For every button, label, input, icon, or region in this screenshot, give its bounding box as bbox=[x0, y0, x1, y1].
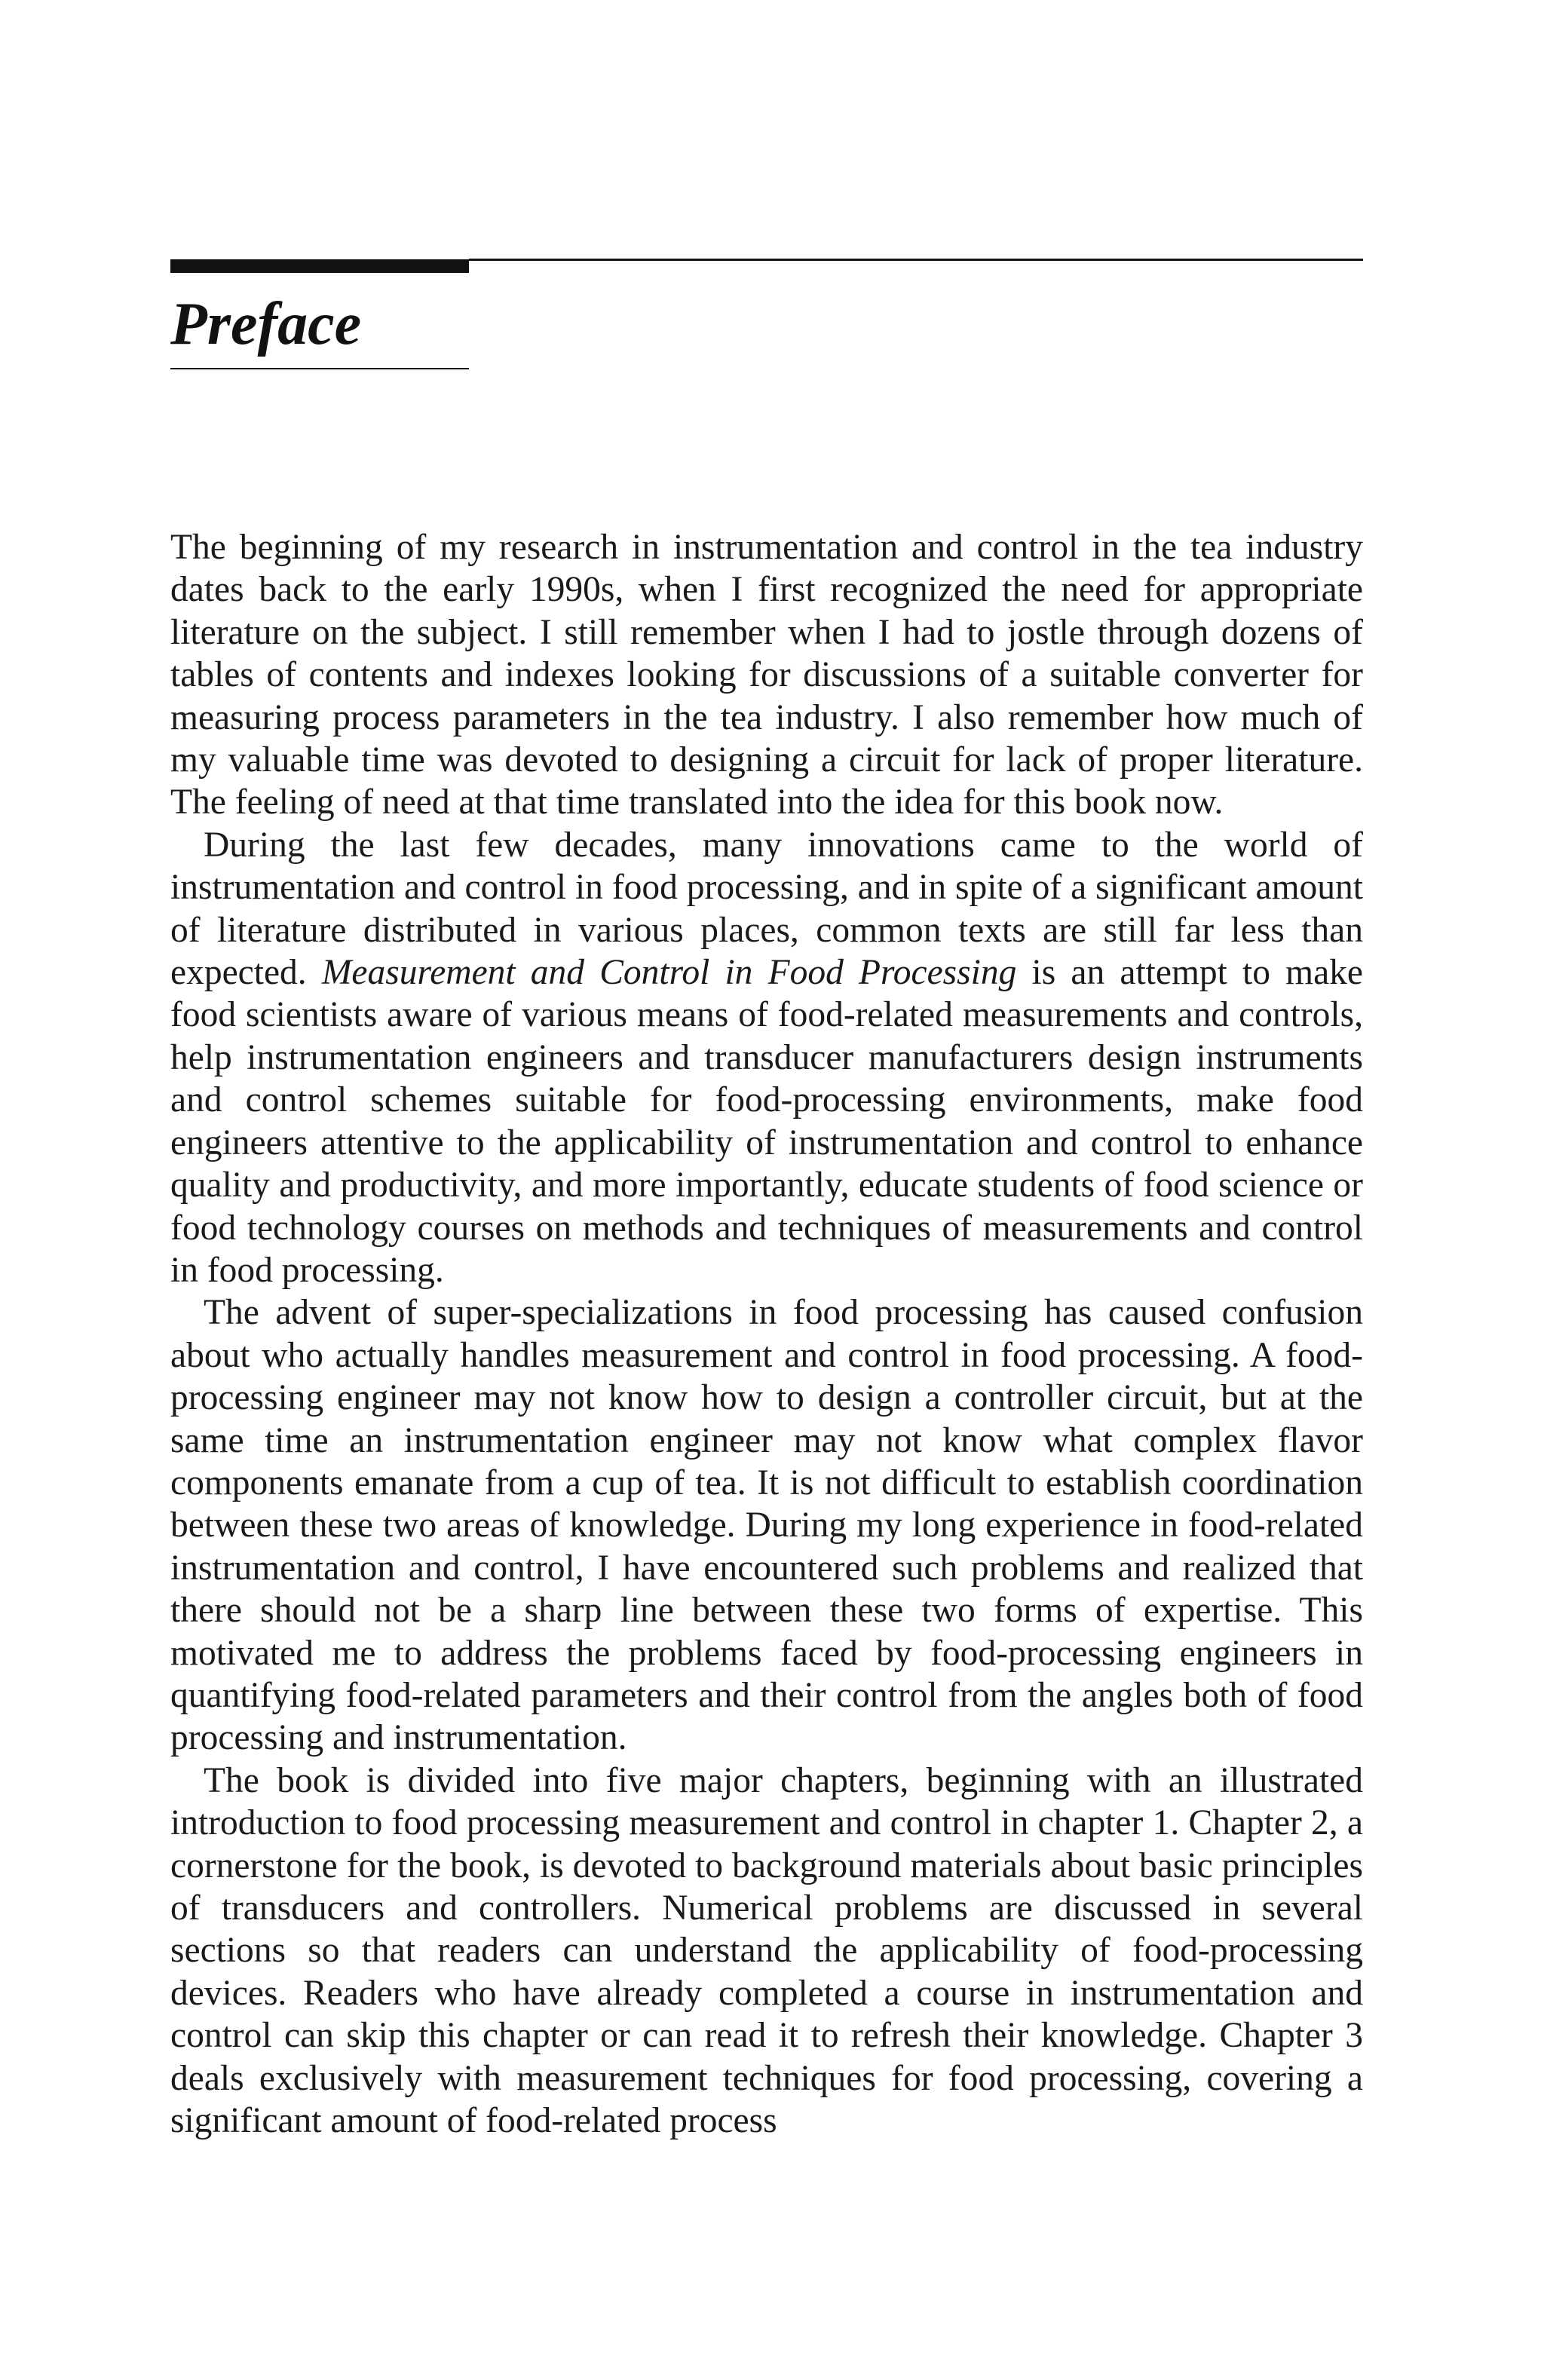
book-title: Measurement and Control in Food Processing bbox=[321, 953, 1017, 993]
paragraph-4: The book is divided into five major chapters, beginning with an illustrated introduction to food processing measurement and control in chapter 1. Chapter 2, a cornerstone for the book, is devoted to background materials about basic principles of transducers and controllers. Numerical problems are discussed in several sections so that readers can understand the applicability of food-processing devices. Readers who have already completed a course in instrumentation and control can skip this chapter or can read it to refresh their knowledge. Chapter 3 deals exclusively with measurement techniques for food processing, covering a significant amount of food-related process bbox=[170, 1760, 1363, 2141]
paragraph-3: The advent of super-specializations in food processing has caused confusion about who actually handles measurement and control in food processing. A food-processing engineer may not know how to design a controller circuit, but at the same time an instrumentation engineer may not know what complex flavor components emanate from a cup of tea. It is not difficult to establish coordination between these two areas of knowledge. During my long experience in food-related instrumentation and control, I have encountered such problems and realized that there should not be a sharp line between these two forms of expertise. This motivated me to address the problems faced by food-processing engineers in quantifying food-related parameters and their control from the angles both of food processing and instrumentation. bbox=[170, 1293, 1363, 1758]
paragraph-2-before: During the last few decades, many innovations came to the world of instrumentation and control in food processing, and in spite of a significant amount of literature distributed in various places, common texts are still far less than expected. bbox=[170, 825, 1363, 993]
paragraph-2-after: is an attempt to make food scientists aware of various means of food-related measurements and controls, help instrumentation engineers and transducer manufacturers design instruments and control schemes suitable for food-processing environments, make food engineers attentive to the applicability of instrumentation and control to enhance quality and productivity, and more importantly, educate students of food science or food technology courses on methods and techniques of measurements and control in food processing. bbox=[170, 953, 1364, 1290]
heading-thick-rule bbox=[170, 259, 469, 273]
preface-body bbox=[170, 526, 1363, 2142]
chapter-title: Preface bbox=[170, 291, 362, 357]
paragraph-1: The beginning of my research in instrumentation and control in the tea industry dates back to the early 1990s, when I first recognized the need for appropriate literature on the subject. I still remember when I had to jostle through dozens of tables of contents and indexes looking for discussions of a suitable converter for measuring process parameters in the tea industry. I also remember how much of my valuable time was devoted to designing a circuit for lack of proper literature. The feeling of need at that time translated into the idea for this book now. bbox=[170, 528, 1363, 822]
title-underline bbox=[170, 368, 469, 369]
heading-thin-rule bbox=[469, 259, 1363, 261]
paragraph-2 bbox=[170, 824, 1363, 1291]
